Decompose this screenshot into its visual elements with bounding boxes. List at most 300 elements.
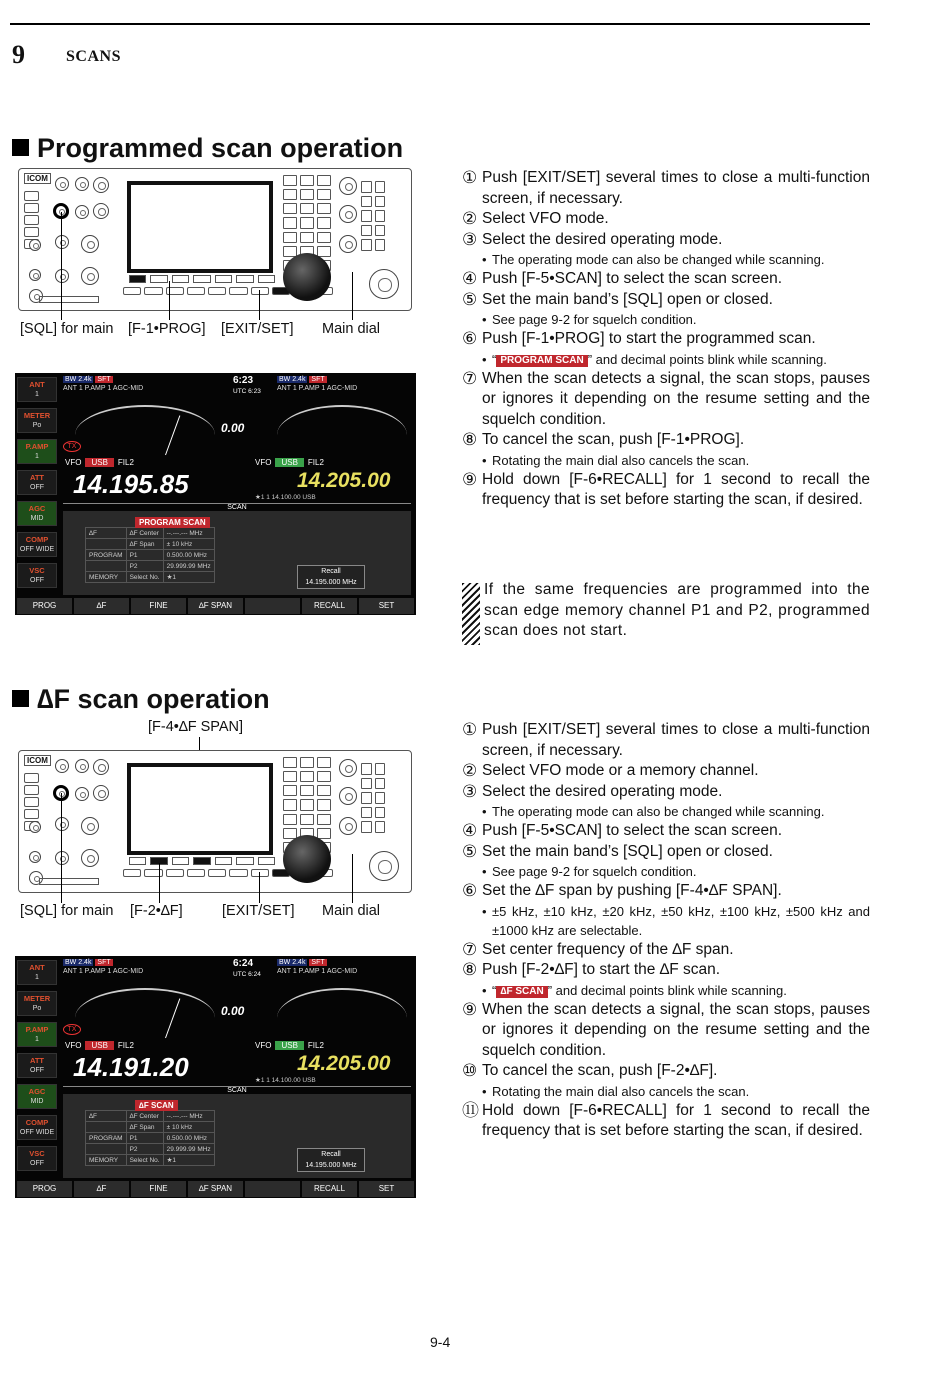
- note-text: If the same frequencies are programmed into the scan edge memory channel P1 and P2, programmed scan does not start.: [484, 581, 870, 639]
- recall-frequency: 14.195.000 MHz: [305, 579, 357, 586]
- function-key: [193, 275, 210, 283]
- keypad-key: [317, 799, 331, 810]
- step-item: [462, 1061, 870, 1082]
- panel-button: [187, 869, 205, 877]
- side-button-pamp: [17, 1022, 57, 1047]
- keypad-key: [300, 757, 314, 768]
- step-text: Push [EXIT/SET] several times to close a multi-function screen, if necessary.: [482, 721, 870, 759]
- side-button-agc: [17, 501, 57, 526]
- filter-indicator: FIL2: [307, 458, 324, 467]
- mode-indicator: USB: [275, 1041, 303, 1050]
- function-key-label: FINE: [131, 1181, 186, 1197]
- step-number: ③: [462, 229, 478, 249]
- callout-f4-span: [F-4•∆F SPAN]: [148, 719, 244, 735]
- keypad-key: [300, 217, 314, 228]
- side-button-value: OFF WIDE: [19, 546, 55, 553]
- control-knob-icon: [29, 269, 41, 281]
- table-cell: 0.500.00 MHz: [163, 1133, 214, 1144]
- control-knob-icon: [339, 177, 357, 195]
- filter-indicator: FIL2: [117, 1041, 134, 1050]
- step-number: ④: [462, 821, 478, 840]
- control-knob-icon: [81, 235, 99, 253]
- sub-vfo-line: [255, 458, 324, 467]
- subnote-text: The operating mode can also be changed while scanning.: [492, 252, 825, 267]
- step-text: When the scan detects a signal, the scan stops, pauses or ignores it depending on the resume setting and the squelch condition.: [482, 369, 870, 428]
- keypad-key: [283, 814, 297, 825]
- clock: 6:24: [233, 958, 254, 969]
- bullet: •: [482, 252, 487, 267]
- panel-button: [24, 191, 39, 201]
- step-text: Select the desired operating mode.: [482, 230, 723, 248]
- subnote-text: The operating mode can also be changed while scanning.: [492, 804, 825, 819]
- step-text: Select VFO mode.: [482, 210, 609, 227]
- function-key-label: PROG: [17, 598, 72, 614]
- agc-indicator: AGC-MID: [112, 385, 144, 392]
- recall-box: [297, 1148, 365, 1172]
- brand-logo: ICOM: [24, 755, 51, 766]
- step-subnote: [462, 981, 870, 1000]
- bullet: •: [482, 312, 487, 327]
- function-key: [258, 275, 275, 283]
- table-cell: ∆F Span: [126, 1122, 163, 1133]
- side-key: [375, 210, 386, 222]
- bullet: •: [482, 1083, 487, 1099]
- step-subnote: [462, 310, 870, 329]
- table-row: [86, 1122, 215, 1133]
- control-knob-icon: [93, 203, 109, 219]
- keypad-key: [317, 828, 331, 839]
- function-key-label: PROG: [17, 1181, 72, 1197]
- side-button-value: MID: [30, 1098, 44, 1105]
- side-button-name: ATT: [29, 1056, 45, 1065]
- side-key: [361, 181, 372, 193]
- antenna-line: [277, 385, 357, 392]
- table-cell: [86, 539, 127, 550]
- display-screen: [127, 181, 273, 273]
- chapter-title: SCANS: [66, 48, 121, 65]
- function-key-label: [245, 1181, 300, 1197]
- step-item: [462, 842, 870, 863]
- keypad-key: [317, 217, 331, 228]
- side-button-comp: [17, 532, 57, 557]
- step-number: ⑨: [462, 469, 478, 489]
- bandwidth-indicator: BW 2.4k: [279, 959, 306, 966]
- scan-panel-header: SCAN: [63, 503, 411, 511]
- bullet: •: [482, 864, 487, 879]
- antenna-indicator: ANT 1: [277, 385, 297, 392]
- table-cell: P1: [126, 550, 163, 561]
- panel-button: [208, 287, 226, 295]
- side-button-att: [17, 470, 57, 495]
- step-subnote: [462, 1082, 870, 1101]
- step-number: ⑧: [462, 430, 478, 449]
- panel-button: [229, 869, 247, 877]
- delta-tx-readout: 0.00: [221, 421, 245, 435]
- side-key: [375, 807, 386, 819]
- vfo-label: VFO: [255, 458, 272, 467]
- function-key: [172, 275, 189, 283]
- side-key: [375, 181, 386, 193]
- agc-indicator: AGC-MID: [326, 385, 358, 392]
- control-knob-icon: [339, 787, 357, 805]
- step-number: ⑥: [462, 881, 478, 900]
- table-cell: ∆F Span: [126, 539, 163, 550]
- table-row: [86, 550, 215, 561]
- main-dial-icon: [283, 835, 331, 883]
- table-row: [86, 539, 215, 550]
- table-cell: P2: [126, 561, 163, 572]
- panel-button: [123, 869, 141, 877]
- step-number: ③: [462, 781, 478, 801]
- keypad-key: [317, 771, 331, 782]
- step-item: [462, 470, 870, 511]
- step-item: [462, 1101, 870, 1142]
- callout-line-exit: [259, 872, 260, 903]
- side-button-value: OFF WIDE: [19, 1129, 55, 1136]
- scan-settings-table: [85, 527, 215, 583]
- callout-exit-set: [EXIT/SET]: [221, 321, 294, 337]
- control-knob-icon: [81, 849, 99, 867]
- step-text: Select VFO mode or a memory channel.: [482, 762, 759, 779]
- function-key-label: ∆F SPAN: [188, 1181, 243, 1197]
- side-button-value: 1: [35, 391, 39, 398]
- side-key: [361, 778, 372, 790]
- step-subnote: [462, 802, 870, 821]
- side-key: [361, 807, 372, 819]
- step-item: [462, 720, 870, 761]
- function-key: [236, 275, 253, 283]
- step-text: To cancel the scan, push [F-2•∆F].: [482, 1062, 718, 1079]
- step-text: Set center frequency of the ∆F span.: [482, 940, 734, 958]
- side-key: [375, 225, 386, 237]
- function-key: [215, 275, 232, 283]
- function-key-label: FINE: [131, 598, 186, 614]
- step-text: Set the main band’s [SQL] open or closed.: [482, 842, 773, 860]
- keypad-key: [300, 232, 314, 243]
- control-knob-icon: [55, 235, 69, 249]
- sub-status-bar: [277, 959, 357, 975]
- subnote-text: [492, 981, 870, 1000]
- section-title-text: ∆F scan operation: [37, 684, 270, 714]
- subnote-text-rest: ” and decimal points blink while scanning.: [547, 982, 787, 998]
- sub-memory-info: ★1 1 14.100.00 USB: [255, 494, 316, 501]
- step-number: ②: [462, 209, 478, 228]
- side-button-vsc: [17, 563, 57, 588]
- table-cell: 29.999.99 MHz: [163, 1144, 214, 1155]
- step-number: ⑩: [462, 1061, 478, 1080]
- step-text: Set the main band’s [SQL] open or closed.: [482, 290, 773, 308]
- step-text: Push [EXIT/SET] several times to close a multi-function screen, if necessary.: [482, 169, 870, 207]
- step-item: [462, 168, 870, 209]
- chapter-number: 9: [12, 40, 25, 69]
- side-key: [361, 763, 372, 775]
- table-cell: ∆F Center: [126, 1111, 163, 1122]
- preamp-indicator: P.AMP 1: [298, 385, 326, 392]
- keypad-key: [317, 232, 331, 243]
- control-knob-icon: [369, 851, 399, 881]
- function-key-label: ∆F SPAN: [188, 598, 243, 614]
- filter-indicator: FIL2: [117, 458, 134, 467]
- step-number: ⑪: [462, 1100, 479, 1120]
- utc-clock: UTC 6:23: [233, 388, 261, 395]
- table-cell: [86, 561, 127, 572]
- control-knob-icon: [75, 177, 89, 191]
- side-key: [375, 196, 386, 208]
- control-knob-icon: [369, 269, 399, 299]
- side-button-name: ANT: [29, 380, 45, 389]
- status-bar: [63, 376, 143, 392]
- keypad-key: [300, 771, 314, 782]
- bandwidth-indicator: BW 2.4k: [65, 376, 92, 383]
- step-text: To cancel the scan, push [F-1•PROG].: [482, 431, 745, 448]
- step-item: [462, 430, 870, 451]
- control-knob-icon: [55, 817, 69, 831]
- table-cell: MEMORY: [86, 572, 127, 583]
- table-cell: ★1: [163, 1155, 214, 1166]
- callout-line-dial: [352, 272, 353, 320]
- quote-open: “: [492, 351, 497, 367]
- side-button-name: P.AMP: [25, 1025, 49, 1034]
- control-knob-icon: [93, 177, 109, 193]
- side-button-value: MID: [30, 515, 44, 522]
- agc-indicator: AGC-MID: [112, 968, 144, 975]
- subnote-text: [492, 350, 870, 369]
- antenna-indicator: ANT 1: [277, 968, 297, 975]
- callout-line-f2: [159, 863, 160, 903]
- section-square-icon: [12, 139, 29, 156]
- display-screen: [127, 763, 273, 855]
- side-key: [361, 821, 372, 833]
- side-button-name: COMP: [25, 535, 49, 544]
- control-knob-icon: [339, 205, 357, 223]
- caution-note: [462, 580, 870, 645]
- step-text: Push [F-1•PROG] to start the programmed scan.: [482, 330, 816, 347]
- keypad-key: [317, 203, 331, 214]
- step-subnote: [462, 902, 870, 940]
- scan-screen-screenshot: [15, 373, 416, 615]
- side-button-value: OFF: [30, 1067, 44, 1074]
- side-button-name: AGC: [28, 504, 46, 513]
- tx-indicator-icon: TX: [63, 1024, 81, 1035]
- table-row: [86, 1155, 215, 1166]
- step-item: [462, 1000, 870, 1062]
- side-button-att: [17, 1053, 57, 1078]
- control-knob-icon: [55, 851, 69, 865]
- bandwidth-indicator: BW 2.4k: [279, 376, 306, 383]
- table-cell: P1: [126, 1133, 163, 1144]
- function-key: [172, 857, 189, 865]
- control-knob-icon: [93, 785, 109, 801]
- table-cell: --.---.--- MHz: [163, 1111, 214, 1122]
- preamp-indicator: P.AMP 1: [298, 968, 326, 975]
- sub-frequency: 14.205.00: [297, 1052, 391, 1075]
- step-item: [462, 269, 870, 290]
- bullet: •: [482, 452, 487, 468]
- side-button-value: 1: [35, 1036, 39, 1043]
- control-knob-icon: [75, 787, 89, 801]
- scan-badge: PROGRAM SCAN: [135, 517, 210, 528]
- control-knob-icon: [81, 817, 99, 835]
- panel-button: [24, 773, 39, 783]
- scan-panel-header: SCAN: [63, 1086, 411, 1094]
- panel-button: [24, 809, 39, 819]
- side-key: [361, 225, 372, 237]
- step-text: Hold down [F-6•RECALL] for 1 second to recall the frequency that is set before starting the scan, if desired.: [482, 1101, 870, 1139]
- step-text: Hold down [F-6•RECALL] for 1 second to recall the frequency that is set before starting the scan, if desired.: [482, 470, 870, 508]
- step-text: Push [F-5•SCAN] to select the scan screen.: [482, 822, 783, 839]
- shift-indicator: SFT: [311, 376, 325, 383]
- control-knob-icon: [55, 759, 69, 773]
- keypad-key: [317, 814, 331, 825]
- keypad-key: [317, 175, 331, 186]
- keypad-key: [317, 757, 331, 768]
- keypad-key: [300, 189, 314, 200]
- step-subnote: [462, 862, 870, 881]
- keypad-key: [283, 203, 297, 214]
- step-text: Push [F-5•SCAN] to select the scan screen.: [482, 270, 783, 287]
- step-item: [462, 209, 870, 230]
- side-button-value: OFF: [30, 484, 44, 491]
- keypad-key: [283, 175, 297, 186]
- keypad-key: [300, 175, 314, 186]
- keypad-key: [300, 203, 314, 214]
- step-item: [462, 821, 870, 842]
- control-knob-icon: [29, 239, 41, 251]
- keypad-key: [283, 785, 297, 796]
- function-key: [129, 275, 146, 283]
- recall-label: Recall: [321, 1151, 341, 1158]
- control-knob-icon: [75, 759, 89, 773]
- subnote-text: See page 9-2 for squelch condition.: [492, 864, 697, 879]
- control-knob-icon: [81, 267, 99, 285]
- scan-badge-inline: PROGRAM SCAN: [496, 355, 587, 367]
- section-title-programmed-scan: [12, 133, 403, 164]
- callout-main-dial: Main dial: [322, 321, 381, 337]
- side-key: [375, 239, 386, 251]
- step-number: ⑤: [462, 841, 478, 861]
- keypad-key: [283, 757, 297, 768]
- callout-line-sql: [61, 793, 62, 903]
- sub-frequency: 14.205.00: [297, 469, 391, 492]
- step-text: When the scan detects a signal, the scan stops, pauses or ignores it depending on the resume setting and the squelch condition.: [482, 1000, 870, 1059]
- step-item: [462, 940, 870, 961]
- function-keys: [129, 275, 275, 283]
- side-button-name: P.AMP: [25, 442, 49, 451]
- subnote-text: Rotating the main dial also cancels the scan.: [492, 1083, 750, 1099]
- step-subnote: [462, 250, 870, 269]
- step-item: [462, 369, 870, 431]
- step-item: [462, 761, 870, 782]
- main-dial-icon: [283, 253, 331, 301]
- scan-panel: [63, 511, 411, 595]
- control-knob-icon: [29, 851, 41, 863]
- mode-indicator: USB: [85, 1041, 113, 1050]
- side-button-name: COMP: [25, 1118, 49, 1127]
- table-cell: ∆F: [86, 528, 127, 539]
- subnote-text: ±5 kHz, ±10 kHz, ±20 kHz, ±50 kHz, ±100 kHz, ±500 kHz and ±1000 kHz are selectable.: [492, 903, 870, 938]
- antenna-line: [63, 385, 143, 392]
- function-key: [236, 857, 253, 865]
- keypad-key: [300, 785, 314, 796]
- bullet: •: [482, 351, 487, 367]
- table-cell: Select No.: [126, 572, 163, 583]
- callout-line-exit: [259, 290, 260, 320]
- step-number: ①: [462, 720, 478, 739]
- panel-button: [208, 869, 226, 877]
- bullet: •: [482, 982, 487, 998]
- side-button-ant: [17, 960, 57, 985]
- subnote-text: Rotating the main dial also cancels the scan.: [492, 452, 750, 468]
- step-number: ⑨: [462, 999, 478, 1019]
- side-key: [361, 196, 372, 208]
- panel-button: [166, 869, 184, 877]
- table-row: [86, 1111, 215, 1122]
- side-button-value: OFF: [30, 1160, 44, 1167]
- card-slot: [39, 296, 99, 303]
- function-key-label: [245, 598, 300, 614]
- side-key: [361, 239, 372, 251]
- antenna-indicator: ANT 1: [63, 968, 83, 975]
- step-item: [462, 230, 870, 251]
- step-item: [462, 290, 870, 311]
- side-button-column: [15, 956, 59, 1178]
- side-key: [375, 763, 386, 775]
- antenna-indicator: ANT 1: [63, 385, 83, 392]
- table-row: [86, 1133, 215, 1144]
- function-key-label: RECALL: [302, 598, 357, 614]
- step-item: [462, 960, 870, 981]
- step-number: ⑧: [462, 960, 478, 979]
- panel-button: [24, 203, 39, 213]
- side-button-name: AGC: [28, 1087, 46, 1096]
- mode-indicator: USB: [275, 458, 303, 467]
- control-knob-icon: [339, 235, 357, 253]
- function-key-bar: [15, 597, 416, 615]
- table-cell: Select No.: [126, 1155, 163, 1166]
- step-text: Set the ∆F span by pushing [F-4•∆F SPAN].: [482, 882, 782, 899]
- sub-s-meter: [277, 988, 407, 1048]
- function-key-label: SET: [359, 1181, 414, 1197]
- shift-indicator: SFT: [311, 959, 325, 966]
- main-s-meter: [75, 405, 215, 465]
- function-key: [129, 857, 146, 865]
- sub-s-meter: [277, 405, 407, 465]
- panel-button: [24, 785, 39, 795]
- side-button-pamp: [17, 439, 57, 464]
- vfo-label: VFO: [65, 458, 82, 467]
- callout-exit-set: [EXIT/SET]: [222, 903, 295, 919]
- programmed-scan-steps: [462, 168, 870, 511]
- table-cell: --.---.--- MHz: [163, 528, 214, 539]
- side-keys: [361, 763, 385, 833]
- function-key: [193, 857, 210, 865]
- table-row: [86, 561, 215, 572]
- side-key: [361, 792, 372, 804]
- utc-clock: UTC 6:24: [233, 971, 261, 978]
- step-number: ④: [462, 269, 478, 288]
- function-key: [258, 857, 275, 865]
- section-title-delta-f-scan: [12, 684, 270, 715]
- preamp-indicator: P.AMP 1: [84, 385, 112, 392]
- step-number: ⑤: [462, 289, 478, 309]
- control-knob-icon: [339, 817, 357, 835]
- brand-logo: ICOM: [24, 173, 51, 184]
- callout-sql-main: [SQL] for main: [20, 903, 114, 919]
- control-knob-icon: [55, 177, 69, 191]
- filter-indicator: FIL2: [307, 1041, 324, 1050]
- step-subnote: [462, 350, 870, 369]
- panel-button: [24, 215, 39, 225]
